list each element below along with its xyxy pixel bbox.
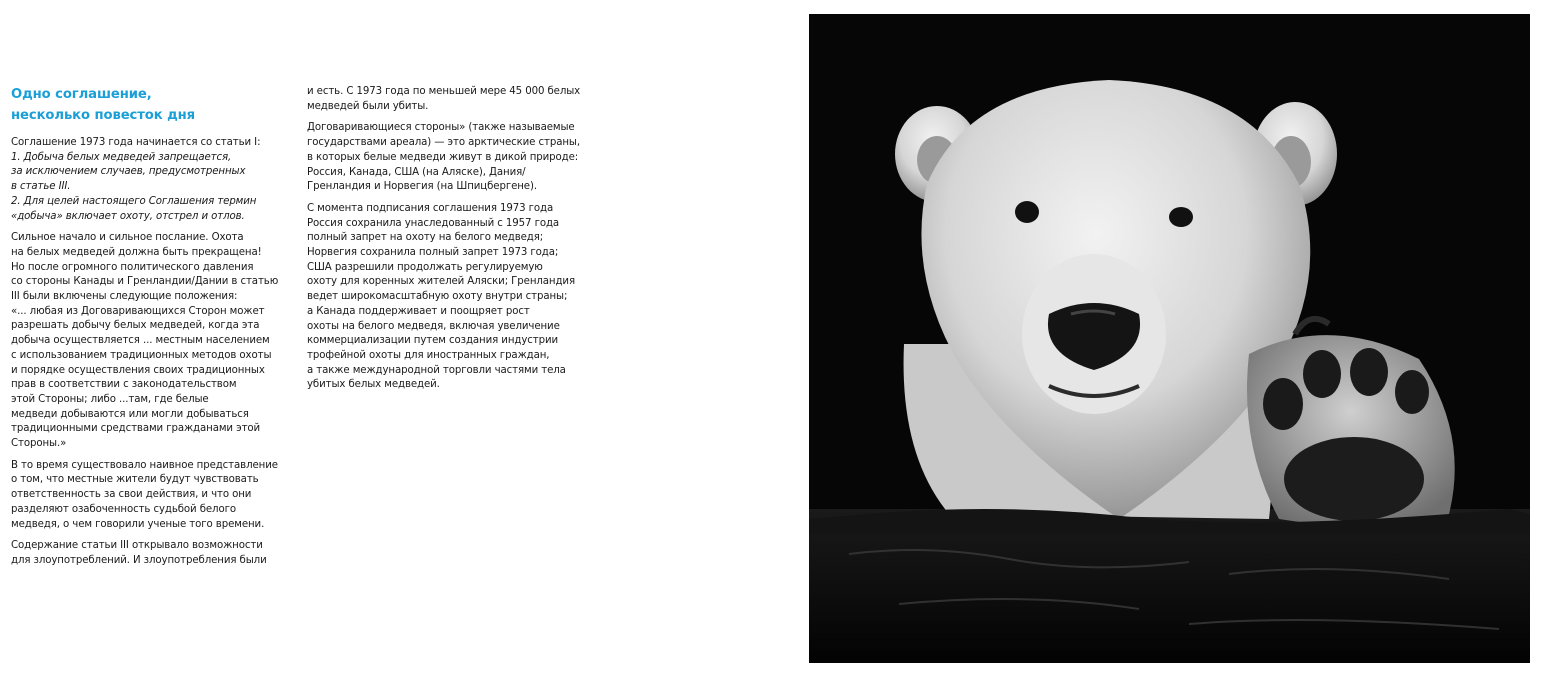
paw-toe bbox=[1303, 350, 1341, 398]
text-line: 2. Для целей настоящего Соглашения термин bbox=[11, 195, 257, 207]
polar-bear-photo bbox=[809, 14, 1530, 663]
text-line: государствами ареала) — это арктические страны, bbox=[307, 137, 580, 149]
text-line: в статье III. bbox=[11, 181, 71, 193]
paragraph-abuse bbox=[11, 539, 281, 568]
text-line: медведя, о чем говорили ученые того времени. bbox=[11, 518, 265, 530]
bear-eye-left bbox=[1015, 201, 1039, 223]
text-line: Россия, Канада, США (на Аляске), Дания/ bbox=[307, 166, 526, 178]
text-line: со стороны Канады и Гренландии/Дании в статью bbox=[11, 276, 279, 288]
text-line: традиционными средствами гражданами этой bbox=[11, 423, 261, 435]
text-line: убитых белых медведей. bbox=[307, 379, 440, 391]
text-line: Россия сохранила унаследованный с 1957 года bbox=[307, 217, 560, 229]
text-line: о том, что местные жители будут чувствовать bbox=[11, 474, 259, 486]
text-line: охоты на белого медведя, включая увеличение bbox=[307, 320, 560, 332]
heading-line-1: Одно соглашение, bbox=[11, 87, 152, 102]
text-line: на белых медведей должна быть прекращена! bbox=[11, 246, 262, 258]
text-line: медведей были убиты. bbox=[307, 100, 429, 112]
text-line: «добыча» включает охоту, отстрел и отлов. bbox=[11, 210, 245, 222]
text-line: трофейной охоты для иностранных граждан, bbox=[307, 349, 550, 361]
text-line: с использованием традиционных методов охоты bbox=[11, 349, 272, 361]
paw-toe bbox=[1263, 378, 1303, 430]
text-line: ответственность за свои действия, и что они bbox=[11, 489, 252, 501]
text-line: в которых белые медведи живут в дикой природе: bbox=[307, 151, 579, 163]
text-line: Договаривающиеся стороны» (также называемые bbox=[307, 122, 575, 134]
text-line: и есть. С 1973 года по меньшей мере 45 000 белых bbox=[307, 86, 581, 97]
paw-toe bbox=[1395, 370, 1429, 414]
section-heading bbox=[11, 84, 281, 126]
text-line: медведи добываются или могли добываться bbox=[11, 408, 249, 420]
paw-toe bbox=[1350, 348, 1388, 396]
heading-line-2: несколько повесток дня bbox=[11, 108, 196, 123]
text-line: 1. Добыча белых медведей запрещается, bbox=[11, 151, 232, 163]
text-line: за исключением случаев, предусмотренных bbox=[11, 166, 246, 178]
text-line: Норвегия сохранила полный запрет 1973 года; bbox=[307, 247, 559, 259]
paragraph-strong-start bbox=[11, 231, 281, 452]
bear-eye-right bbox=[1169, 207, 1193, 227]
text-line: Содержание статьи III открывало возможности bbox=[11, 540, 263, 552]
text-column-left bbox=[11, 84, 281, 576]
text-line: этой Стороны; либо ...там, где белые bbox=[11, 393, 209, 405]
text-line: полный запрет на охоту на белого медведя; bbox=[307, 232, 544, 244]
paragraph-killed-count bbox=[307, 85, 582, 114]
text-line: и порядке осуществления своих традиционных bbox=[11, 364, 265, 376]
text-line: для злоупотреблений. И злоупотребления были bbox=[11, 554, 267, 566]
text-line: В то время существовало наивное представление bbox=[11, 459, 278, 471]
text-line: а Канада поддерживает и поощряет рост bbox=[307, 305, 530, 317]
text-line: III были включены следующие положения: bbox=[11, 291, 238, 303]
paragraph-range-states bbox=[307, 121, 582, 195]
text-line: «... любая из Договаривающихся Сторон может bbox=[11, 305, 265, 317]
paw-pad bbox=[1284, 437, 1424, 521]
paragraph-naive-idea bbox=[11, 459, 281, 533]
paragraph-article-quote bbox=[11, 136, 281, 224]
text-line: США разрешили продолжать регулируемую bbox=[307, 261, 543, 273]
text-line: Но после огромного политического давления bbox=[11, 261, 254, 273]
text-line: прав в соответствии с законодательством bbox=[11, 379, 237, 391]
text-line: добыча осуществляется ... местным населением bbox=[11, 335, 270, 347]
text-line: Стороны.» bbox=[11, 438, 67, 450]
text-line: ведет широкомасштабную охоту внутри страны; bbox=[307, 291, 568, 303]
text-line: разделяют озабоченность судьбой белого bbox=[11, 503, 236, 515]
text-line: Гренландия и Норвегия (на Шпицбергене). bbox=[307, 181, 537, 193]
text-line: охоту для коренных жителей Аляски; Гренландия bbox=[307, 276, 575, 288]
polar-bear-illustration bbox=[809, 14, 1530, 663]
text-line: Соглашение 1973 года начинается со статьи I: bbox=[11, 137, 261, 148]
text-line: С момента подписания соглашения 1973 года bbox=[307, 202, 554, 214]
text-line: коммерциализации путем создания индустрии bbox=[307, 335, 558, 347]
text-line: а также международной торговли частями тела bbox=[307, 364, 566, 376]
paragraph-since-signing bbox=[307, 202, 582, 393]
text-line: Сильное начало и сильное послание. Охота bbox=[11, 232, 244, 244]
text-line: разрешать добычу белых медведей, когда эта bbox=[11, 320, 260, 332]
text-column-middle bbox=[307, 85, 582, 400]
